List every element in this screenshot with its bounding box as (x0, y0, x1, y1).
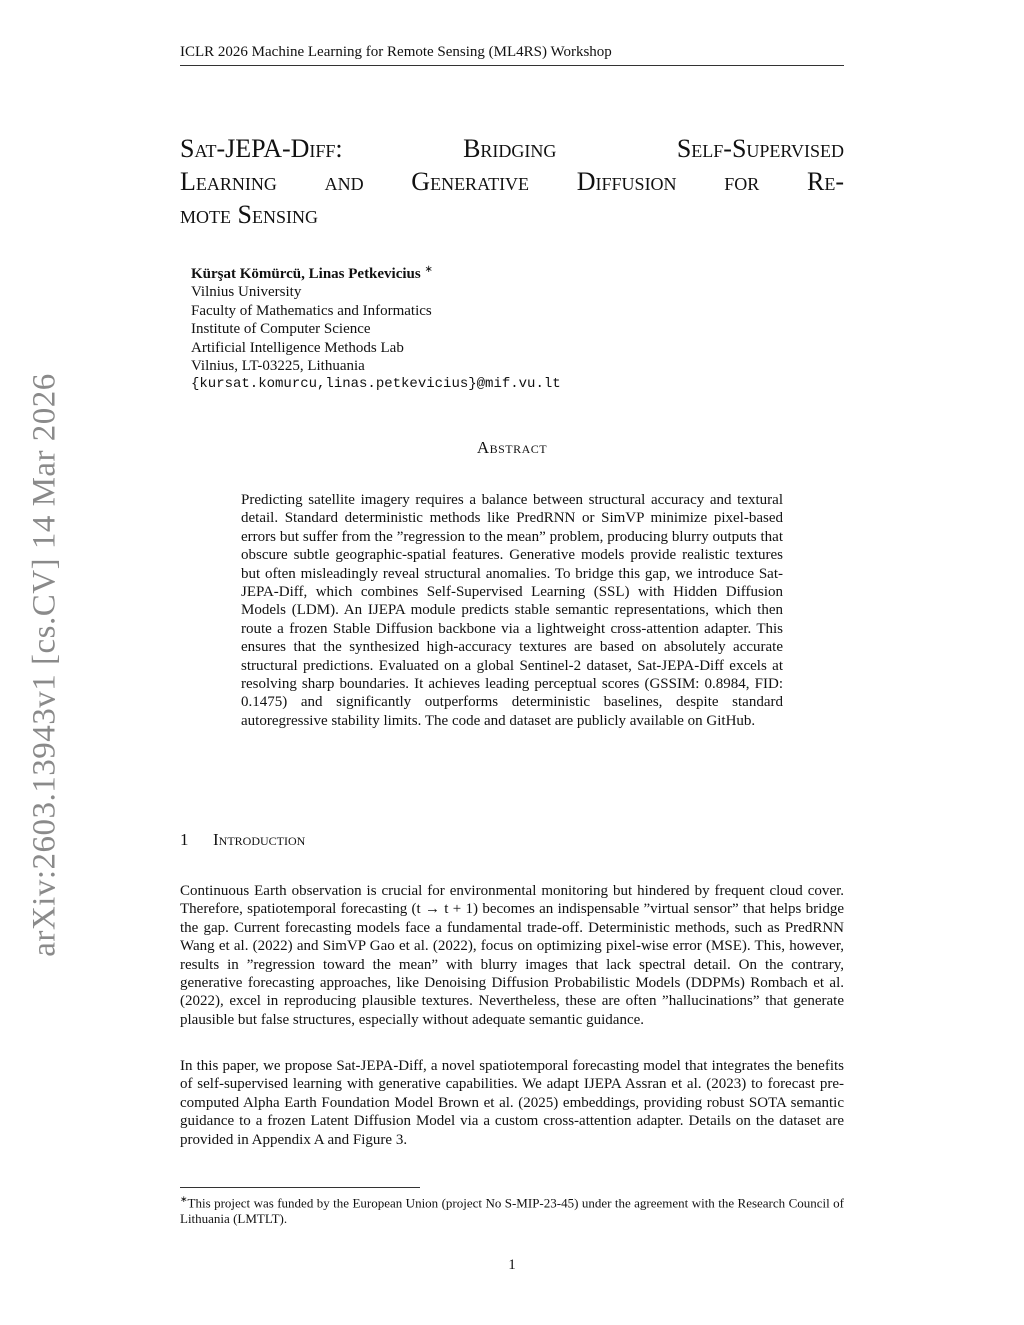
intro-paragraph: In this paper, we propose Sat-JEPA-Diff, a novel spatiotemporal forecasting model that integrates the benefits of self-supervised learning with generative capabilities. We adapt IJEPA Assran et al. (2023) to forecast pre-computed Alpha Earth Foundation Model Brown et al. (2025) embeddings, providing robust SOTA semantic guidance to a frozen Latent Diffusion Model via a custom cross-attention adapter. Details on the dataset are provided in Appendix A and Figure 3. (180, 1058, 844, 1148)
footnote-mark: ∗ (180, 1194, 188, 1204)
page-number: 1 (508, 1257, 516, 1273)
intro-paragraph: Continuous Earth observation is crucial for environmental monitoring but hindered by frequent cloud cover. Therefore, spatiotemporal forecasting (t → t + 1) becomes an indispensable ”virtual sensor” that helps bridge the gap. Current forecasting models face a fundamental trade-off. Deterministic methods, such as PredRNN Wang et al. (2022) and SimVP Gao et al. (2022), focus on optimizing pixel-wise error (MSE). This, however, results in ”regression toward the mean” with blurry images that lack spectral detail. On the contrary, generative forecasting approaches, like Denoising Diffusion Probabilistic Models (DDPMs) Rombach et al. (2022), excel in reproducing plausible textures. Nevertheless, these are often ”hallucinations” that generate plausible but false structures, especially without adequate semantic guidance. (180, 883, 844, 1028)
affiliation-line: Vilnius University (191, 284, 302, 301)
footnote-mark: ∗ (424, 264, 433, 275)
footnote-divider (180, 1187, 420, 1188)
author-email: {kursat.komurcu,linas.petkevicius}@mif.vu.lt (191, 376, 561, 393)
abstract-text: Predicting satellite imagery requires a balance between structural accuracy and textural detail. Standard deterministic methods like PredRNN or SimVP minimize pixel-based errors but suffer from the ”regression to the mean” problem, producing blurry outputs that obscure subtle geographic-spatial features. Generative models provide realistic textures but often misleadingly reveal structural anomalies. To bridge this gap, we introduce Sat-JEPA-Diff, which combines Self-Supervised Learning (SSL) with Hidden Diffusion Models (LDM). An IJEPA module predicts stable semantic representations, which then route a frozen Stable Diffusion backbone via a lightweight cross-attention adapter. This ensures that the synthesized high-accuracy textures are based on absolutely accurate structural predictions. Evaluated on a global Sentinel-2 dataset, Sat-JEPA-Diff excels at resolving sharp boundaries. It achieves leading perceptual scores (GSSIM: 0.8984, FID: 0.1475) and significantly outperforms deterministic baselines, despite standard autoregressive stability limits. The code and dataset are publicly available on GitHub. (241, 492, 783, 729)
author-names: Kürşat Kömürcü, Linas Petkevicius (191, 266, 421, 282)
affiliation-line: Artificial Intelligence Methods Lab (191, 339, 404, 356)
paper-title (180, 132, 844, 231)
affiliation-line: Vilnius, LT-03225, Lithuania (191, 358, 365, 375)
title-line: Learning and Generative Diffusion for Re- (180, 167, 844, 196)
arxiv-stamp: arXiv:2603.13943v1 [cs.CV] 14 Mar 2026 (26, 373, 63, 957)
abstract-heading: Abstract (476, 438, 548, 457)
footnote-text: This project was funded by the European Union (project No S-MIP-23-45) under the agreement with the Research Council of Lithuania (LMTLT). (180, 1195, 844, 1227)
author-block (191, 261, 561, 394)
affiliation-line: Institute of Computer Science (191, 321, 371, 338)
affiliation-line: Faculty of Mathematics and Informatics (191, 302, 432, 319)
title-line: mote Sensing (180, 200, 318, 229)
section-heading (180, 830, 305, 850)
title-line: Sat-JEPA-Diff: Bridging Self-Supervised (180, 134, 844, 163)
footnote (180, 1191, 844, 1227)
section-number: 1 (180, 830, 189, 849)
section-title: Introduction (213, 830, 306, 849)
running-header: ICLR 2026 Machine Learning for Remote Sensing (ML4RS) Workshop (180, 44, 844, 66)
